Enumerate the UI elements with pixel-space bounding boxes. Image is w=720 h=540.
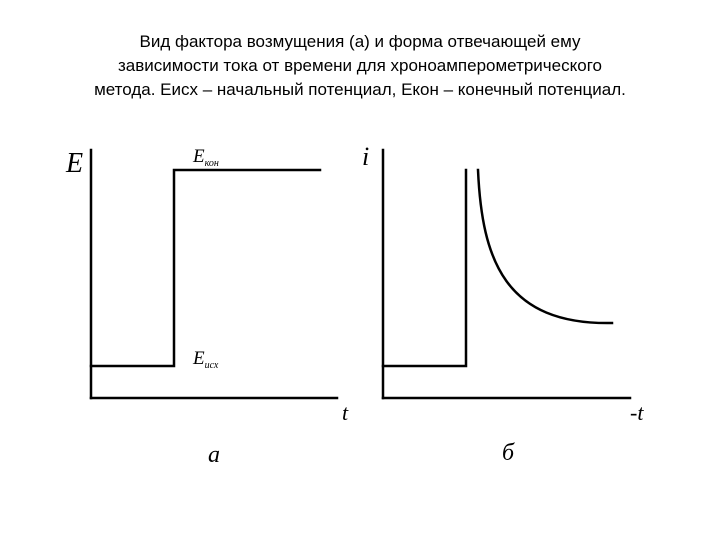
right-x-axis-label: -t: [630, 400, 644, 425]
e-kon-subscript: кон: [204, 158, 219, 169]
title-line-1: Вид фактора возмущения (а) и форма отвечающей ему: [139, 32, 581, 51]
left-caption: а: [208, 442, 220, 468]
right-y-axis-label: i: [362, 142, 370, 171]
right-caption: б: [502, 440, 515, 466]
e-isx-label: [192, 348, 219, 371]
e-kon-label: [192, 146, 219, 169]
current-decay-curve: [478, 170, 612, 323]
e-isx-main: E: [193, 348, 205, 369]
title-line-2: зависимости тока от времени для хроноамперометрического: [118, 56, 602, 75]
e-kon-main: E: [193, 146, 205, 167]
left-x-axis-label: t: [342, 400, 349, 425]
title-line-3: метода. Еисх – начальный потенциал, Екон – конечный потенциал.: [94, 80, 626, 99]
left-y-axis-label: E: [66, 148, 84, 179]
e-isx-subscript: исх: [204, 360, 219, 371]
right-baseline-step: [383, 170, 466, 366]
potential-step-line: [91, 170, 320, 366]
